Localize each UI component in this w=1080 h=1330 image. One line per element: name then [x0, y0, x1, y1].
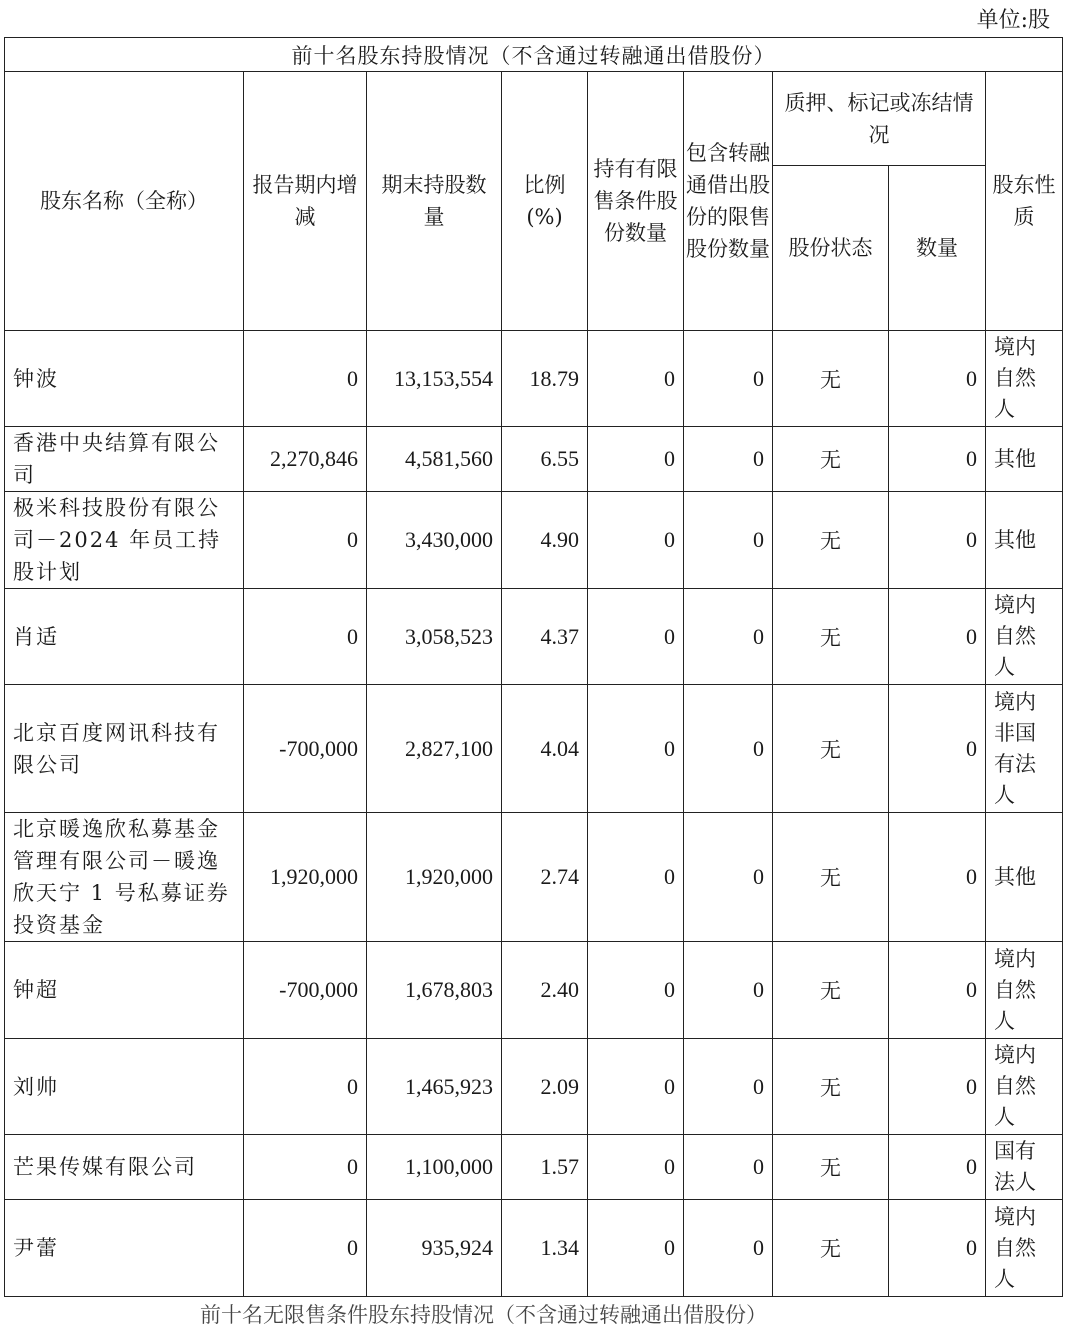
restricted-cell: 0 [588, 685, 684, 813]
table-row [5, 1200, 1063, 1297]
table-row [5, 427, 1063, 492]
change-cell: -700,000 [244, 685, 367, 813]
change-cell: 2,270,846 [244, 427, 367, 492]
pledge-qty-cell: 0 [889, 331, 986, 427]
header-pledge-group: 质押、标记或冻结情况 [773, 72, 986, 166]
lent-cell: 0 [684, 427, 773, 492]
shareholder-name: 钟波 [5, 331, 244, 427]
table-title: 前十名股东持股情况（不含通过转融通出借股份） [5, 38, 1063, 72]
holding-cell: 1,100,000 [367, 1135, 502, 1200]
holding-cell: 4,581,560 [367, 427, 502, 492]
header-nature: 股东性质 [986, 72, 1063, 331]
pledge-qty-cell: 0 [889, 589, 986, 685]
restricted-cell: 0 [588, 1135, 684, 1200]
header-restricted: 持有有限售条件股份数量 [588, 72, 684, 331]
pledge-status-cell: 无 [773, 813, 889, 942]
lent-cell: 0 [684, 1200, 773, 1297]
change-cell: 0 [244, 589, 367, 685]
pledge-status-cell: 无 [773, 331, 889, 427]
pledge-qty-cell: 0 [889, 427, 986, 492]
ratio-cell: 1.34 [502, 1200, 588, 1297]
ratio-cell: 4.37 [502, 589, 588, 685]
nature-cell: 境内非国有法人 [986, 685, 1063, 813]
pledge-status-cell: 无 [773, 942, 889, 1039]
table-row [5, 1135, 1063, 1200]
unit-label: 单位:股 [976, 8, 1050, 33]
holding-cell: 935,924 [367, 1200, 502, 1297]
next-section-title: 前十名无限售条件股东持股情况（不含通过转融通出借股份） [200, 1303, 767, 1327]
nature-cell: 国有法人 [986, 1135, 1063, 1200]
change-cell: 0 [244, 492, 367, 589]
change-cell: 0 [244, 1135, 367, 1200]
lent-cell: 0 [684, 331, 773, 427]
pledge-status-cell: 无 [773, 1039, 889, 1135]
lent-cell: 0 [684, 1039, 773, 1135]
nature-cell: 其他 [986, 813, 1063, 942]
restricted-cell: 0 [588, 1200, 684, 1297]
shareholder-name: 尹蕾 [5, 1200, 244, 1297]
table-row [5, 1039, 1063, 1135]
restricted-cell: 0 [588, 492, 684, 589]
header-lent-restricted: 包含转融通借出股份的限售股份数量 [684, 72, 773, 331]
lent-cell: 0 [684, 685, 773, 813]
holding-cell: 3,058,523 [367, 589, 502, 685]
shareholder-name: 钟超 [5, 942, 244, 1039]
lent-cell: 0 [684, 589, 773, 685]
header-name: 股东名称（全称） [5, 72, 244, 331]
header-holding: 期末持股数量 [367, 72, 502, 331]
restricted-cell: 0 [588, 331, 684, 427]
nature-cell: 其他 [986, 427, 1063, 492]
holding-cell: 3,430,000 [367, 492, 502, 589]
ratio-cell: 18.79 [502, 331, 588, 427]
pledge-status-cell: 无 [773, 1200, 889, 1297]
pledge-status-cell: 无 [773, 685, 889, 813]
header-pledge-status: 股份状态 [773, 166, 889, 331]
table-row [5, 685, 1063, 813]
change-cell: 0 [244, 1039, 367, 1135]
pledge-qty-cell: 0 [889, 942, 986, 1039]
shareholder-name: 极米科技股份有限公司－2024 年员工持股计划 [5, 492, 244, 589]
ratio-cell: 2.09 [502, 1039, 588, 1135]
change-cell: 1,920,000 [244, 813, 367, 942]
pledge-qty-cell: 0 [889, 1039, 986, 1135]
pledge-qty-cell: 0 [889, 1200, 986, 1297]
lent-cell: 0 [684, 492, 773, 589]
pledge-qty-cell: 0 [889, 1135, 986, 1200]
restricted-cell: 0 [588, 427, 684, 492]
ratio-cell: 4.04 [502, 685, 588, 813]
table-row [5, 492, 1063, 589]
header-change: 报告期内增减 [244, 72, 367, 331]
pledge-qty-cell: 0 [889, 813, 986, 942]
shareholder-name: 刘帅 [5, 1039, 244, 1135]
holding-cell: 2,827,100 [367, 685, 502, 813]
nature-cell: 境内自然人 [986, 1039, 1063, 1135]
shareholder-name: 北京暖逸欣私募基金管理有限公司－暖逸欣天宁 1 号私募证券投资基金 [5, 813, 244, 942]
table-row [5, 942, 1063, 1039]
lent-cell: 0 [684, 942, 773, 1039]
nature-cell: 境内自然人 [986, 1200, 1063, 1297]
restricted-cell: 0 [588, 942, 684, 1039]
restricted-cell: 0 [588, 813, 684, 942]
table-row [5, 589, 1063, 685]
ratio-cell: 2.40 [502, 942, 588, 1039]
holding-cell: 1,920,000 [367, 813, 502, 942]
lent-cell: 0 [684, 1135, 773, 1200]
top-ten-shareholders-table [4, 37, 1063, 1297]
header-ratio: 比例(%) [502, 72, 588, 331]
nature-cell: 其他 [986, 492, 1063, 589]
restricted-cell: 0 [588, 589, 684, 685]
ratio-cell: 1.57 [502, 1135, 588, 1200]
pledge-status-cell: 无 [773, 427, 889, 492]
shareholder-name: 香港中央结算有限公司 [5, 427, 244, 492]
holding-cell: 1,678,803 [367, 942, 502, 1039]
ratio-cell: 6.55 [502, 427, 588, 492]
shareholder-name: 芒果传媒有限公司 [5, 1135, 244, 1200]
nature-cell: 境内自然人 [986, 942, 1063, 1039]
header-pledge-qty: 数量 [889, 166, 986, 331]
pledge-status-cell: 无 [773, 492, 889, 589]
table-row [5, 331, 1063, 427]
pledge-qty-cell: 0 [889, 685, 986, 813]
change-cell: 0 [244, 331, 367, 427]
shareholder-name: 肖适 [5, 589, 244, 685]
pledge-qty-cell: 0 [889, 492, 986, 589]
pledge-status-cell: 无 [773, 1135, 889, 1200]
change-cell: -700,000 [244, 942, 367, 1039]
nature-cell: 境内自然人 [986, 331, 1063, 427]
table-row [5, 813, 1063, 942]
ratio-cell: 4.90 [502, 492, 588, 589]
pledge-status-cell: 无 [773, 589, 889, 685]
shareholder-name: 北京百度网讯科技有限公司 [5, 685, 244, 813]
restricted-cell: 0 [588, 1039, 684, 1135]
nature-cell: 境内自然人 [986, 589, 1063, 685]
change-cell: 0 [244, 1200, 367, 1297]
lent-cell: 0 [684, 813, 773, 942]
ratio-cell: 2.74 [502, 813, 588, 942]
holding-cell: 13,153,554 [367, 331, 502, 427]
holding-cell: 1,465,923 [367, 1039, 502, 1135]
